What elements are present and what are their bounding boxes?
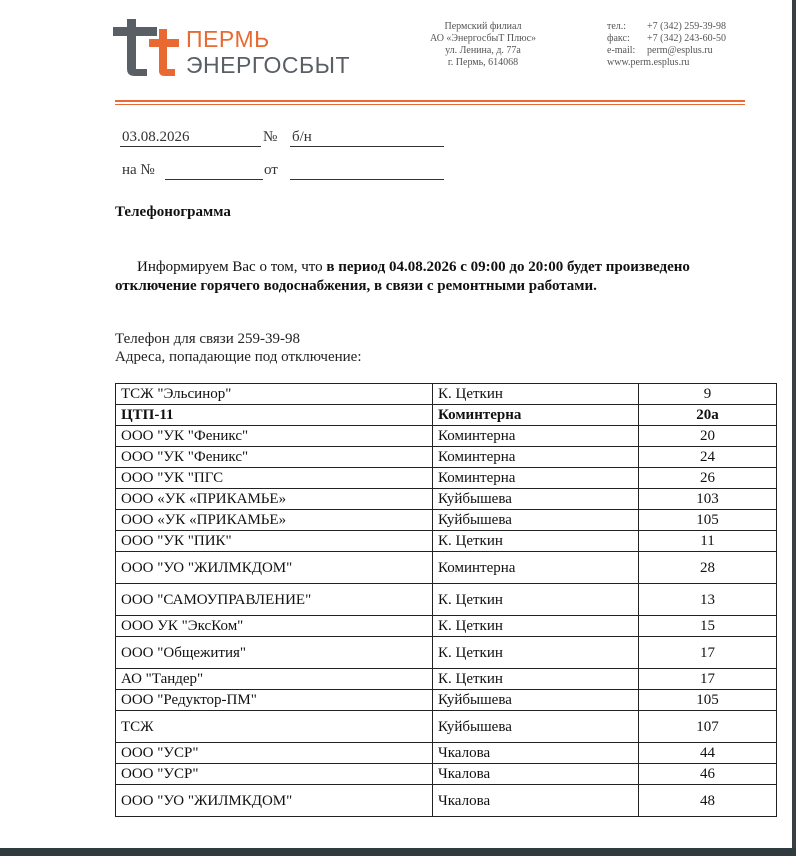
house-cell: 17 [639,669,777,690]
street-cell: Куйбышева [433,711,639,743]
org-cell: ООО УК "ЭксКом" [116,616,433,637]
number-label: № [263,129,278,145]
house-cell: 11 [639,531,777,552]
branch-line: АО «ЭнергосбыТ Плюс» [429,33,537,44]
org-cell: ООО "Общежития" [116,637,433,669]
contact-label: факс: [607,33,630,44]
house-cell: 105 [639,690,777,711]
table-row [116,405,777,426]
number-underline [290,146,444,147]
org-cell: ООО "УСР" [116,743,433,764]
house-cell: 20а [639,405,777,426]
street-cell: К. Цеткин [433,637,639,669]
table-row [116,669,777,690]
message-bold: в период 04.08.2026 с 09:00 до 20:00 будет произведено отключение горячего водоснабжения, в связи с ремонтными работами. [115,259,690,294]
contact-phone-line: Телефон для связи 259-39-98 [115,331,300,347]
table-row [116,616,777,637]
table-row [116,531,777,552]
org-cell: ООО «УК «ПРИКАМЬЕ» [116,489,433,510]
org-cell: ТСЖ "Эльсинор" [116,384,433,405]
house-cell: 24 [639,447,777,468]
house-cell: 103 [639,489,777,510]
org-cell: ООО "УК "ПИК" [116,531,433,552]
org-cell: ЦТП-11 [116,405,433,426]
org-cell: ООО "УК "ПГС [116,468,433,489]
brand-name-line1: ПЕРМЬ [186,26,270,52]
company-logo [113,19,350,78]
document-title: Телефонограмма [115,204,231,220]
branch-address [418,21,548,69]
org-cell: ООО "УО "ЖИЛМКДОМ" [116,552,433,584]
table-row [116,489,777,510]
street-cell: Куйбышева [433,690,639,711]
street-cell: К. Цеткин [433,584,639,616]
org-cell: ООО "УО "ЖИЛМКДОМ" [116,785,433,817]
table-row [116,447,777,468]
street-cell: Чкалова [433,764,639,785]
street-cell: Коминтерна [433,447,639,468]
contact-website [607,57,726,69]
addresses-heading: Адреса, попадающие под отключение: [115,349,362,365]
brand-name-line2: ЭНЕРГОСБЫТ [186,52,350,78]
contact-label: e-mail: [607,45,636,56]
reply-to-label: на № [122,162,155,178]
street-cell: К. Цеткин [433,669,639,690]
document-number: б/н [292,129,312,145]
branch-line: Пермский филиал [444,21,522,32]
branch-line: ул. Ленина, д. 77а [445,45,521,56]
street-cell: К. Цеткин [433,616,639,637]
addresses-table [115,383,777,817]
contact-fax [607,33,726,45]
date-underline [120,146,261,147]
house-cell: 28 [639,552,777,584]
org-cell: ООО «УК «ПРИКАМЬЕ» [116,510,433,531]
house-cell: 15 [639,616,777,637]
table-row [116,785,777,817]
street-cell: Коминтерна [433,426,639,447]
org-cell: ООО "УСР" [116,764,433,785]
header-divider [115,100,745,102]
table-row [116,510,777,531]
org-cell: ООО "САМОУПРАВЛЕНИЕ" [116,584,433,616]
contact-value[interactable]: perm@esplus.ru [647,45,713,56]
table-row [116,384,777,405]
logo-mark-icon [113,19,183,77]
branch-line: г. Пермь, 614068 [447,57,519,68]
table-row [116,552,777,584]
reply-from-label: от [264,162,278,178]
contact-phone [607,21,726,33]
bottom-toolbar-strip [0,848,796,856]
house-cell: 17 [639,637,777,669]
scrollbar[interactable] [792,0,796,848]
house-cell: 48 [639,785,777,817]
org-cell: ООО "УК "Феникс" [116,426,433,447]
table-row [116,743,777,764]
message-prefix: Информируем Вас о том, что [137,259,327,275]
street-cell: Коминтерна [433,405,639,426]
house-cell: 46 [639,764,777,785]
house-cell: 13 [639,584,777,616]
org-cell: АО "Тандер" [116,669,433,690]
table-row [116,690,777,711]
street-cell: Коминтерна [433,552,639,584]
street-cell: Чкалова [433,785,639,817]
contact-value: +7 (342) 259-39-98 [647,21,726,32]
street-cell: К. Цеткин [433,384,639,405]
table-row [116,711,777,743]
contact-email [607,45,726,57]
reply-date-underline [290,179,444,180]
table-row [116,468,777,489]
contact-value[interactable]: www.perm.esplus.ru [607,57,690,68]
table-row [116,764,777,785]
street-cell: Коминтерна [433,468,639,489]
header-divider-thin [115,104,745,105]
house-cell: 107 [639,711,777,743]
message-paragraph [115,258,755,296]
street-cell: К. Цеткин [433,531,639,552]
org-cell: ТСЖ [116,711,433,743]
house-cell: 20 [639,426,777,447]
house-cell: 44 [639,743,777,764]
table-row [116,637,777,669]
table-row [116,584,777,616]
table-row [116,426,777,447]
contact-label: тел.: [607,21,627,32]
contact-block [607,21,726,69]
street-cell: Куйбышева [433,489,639,510]
reply-number-underline [165,179,263,180]
house-cell: 105 [639,510,777,531]
document-date: 03.08.2026 [122,129,190,145]
house-cell: 26 [639,468,777,489]
org-cell: ООО "УК "Феникс" [116,447,433,468]
house-cell: 9 [639,384,777,405]
org-cell: ООО "Редуктор-ПМ" [116,690,433,711]
street-cell: Чкалова [433,743,639,764]
contact-value: +7 (342) 243-60-50 [647,33,726,44]
street-cell: Куйбышева [433,510,639,531]
